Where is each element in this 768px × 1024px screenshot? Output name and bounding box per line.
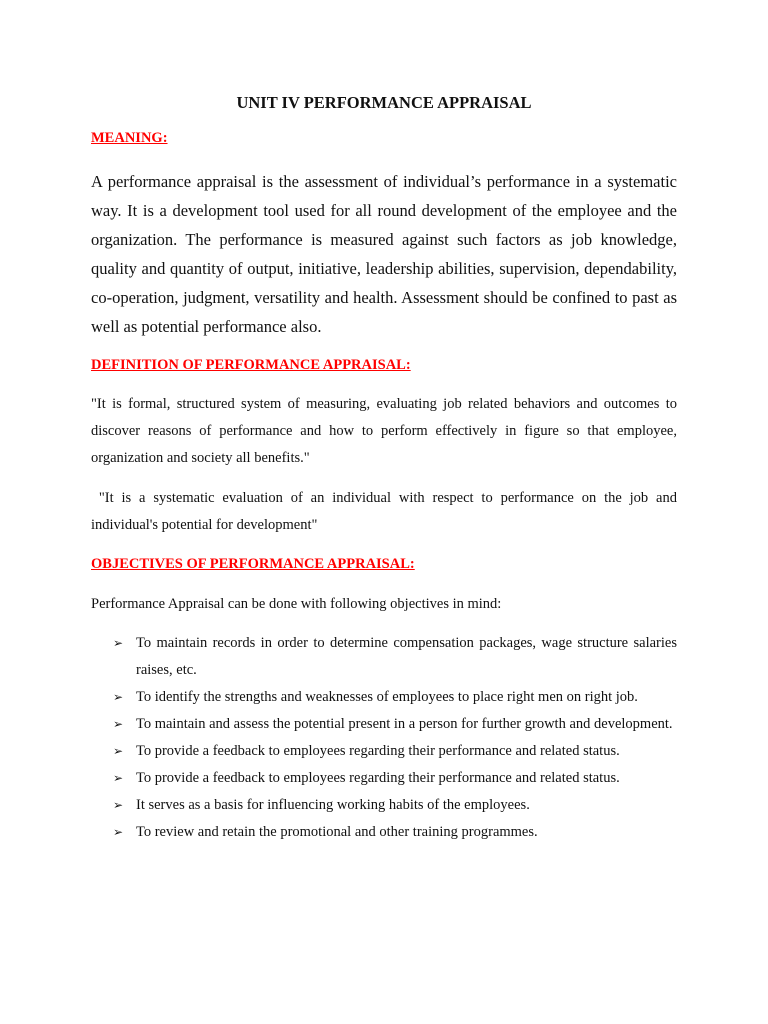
- objective-item-text: To maintain and assess the potential present in a person for further growth and development.: [136, 716, 673, 732]
- document-title: UNIT IV PERFORMANCE APPRAISAL: [236, 93, 532, 112]
- definition-quote-2: "It is a systematic evaluation of an individual with respect to performance on the job and individual's potential for development": [91, 490, 677, 533]
- objective-item-text: To identify the strengths and weaknesses of employees to place right men on right job.: [136, 689, 638, 705]
- arrowhead-bullet-icon: ➢: [113, 717, 124, 731]
- objective-item-text: It serves as a basis for influencing working habits of the employees.: [136, 797, 530, 813]
- objective-item-text: To review and retain the promotional and other training programmes.: [136, 824, 538, 840]
- objective-item: [91, 711, 677, 738]
- arrowhead-bullet-icon: ➢: [113, 798, 124, 812]
- objective-item: [91, 765, 677, 792]
- arrowhead-bullet-icon: ➢: [113, 771, 124, 785]
- objective-item-text: To provide a feedback to employees regarding their performance and related status.: [136, 770, 620, 786]
- objective-item: [91, 819, 677, 846]
- objective-item-text: To maintain records in order to determine compensation packages, wage structure salaries raises, etc.: [136, 635, 677, 678]
- objective-item: [91, 792, 677, 819]
- meaning-heading: MEANING:: [91, 130, 168, 146]
- arrowhead-bullet-icon: ➢: [113, 744, 124, 758]
- arrowhead-bullet-icon: ➢: [113, 690, 124, 704]
- objective-item: [91, 684, 677, 711]
- arrowhead-bullet-icon: ➢: [113, 636, 124, 650]
- objective-item: [91, 630, 677, 684]
- meaning-paragraph: A performance appraisal is the assessment of individual’s performance in a systematic way. It is a development tool used for all round development of the employee and the organization. The performance is measured against such factors as job knowledge, quality and quantity of output, initiative, leadership abilities, supervision, dependability, co-operation, judgment, versatility and health. Assessment should be confined to past as well as potential performance also.: [91, 172, 677, 336]
- definition-quote-1: "It is formal, structured system of measuring, evaluating job related behaviors and outcomes to discover reasons of performance and how to perform effectively in figure so that employee, organization and society all benefits.": [91, 396, 677, 466]
- arrowhead-bullet-icon: ➢: [113, 825, 124, 839]
- objective-item-text: To provide a feedback to employees regarding their performance and related status.: [136, 743, 620, 759]
- definition-heading: DEFINITION OF PERFORMANCE APPRAISAL:: [91, 357, 411, 373]
- objectives-heading: OBJECTIVES OF PERFORMANCE APPRAISAL:: [91, 556, 415, 572]
- objectives-list: [91, 630, 677, 846]
- objectives-intro: Performance Appraisal can be done with following objectives in mind:: [91, 596, 502, 612]
- objective-item: [91, 738, 677, 765]
